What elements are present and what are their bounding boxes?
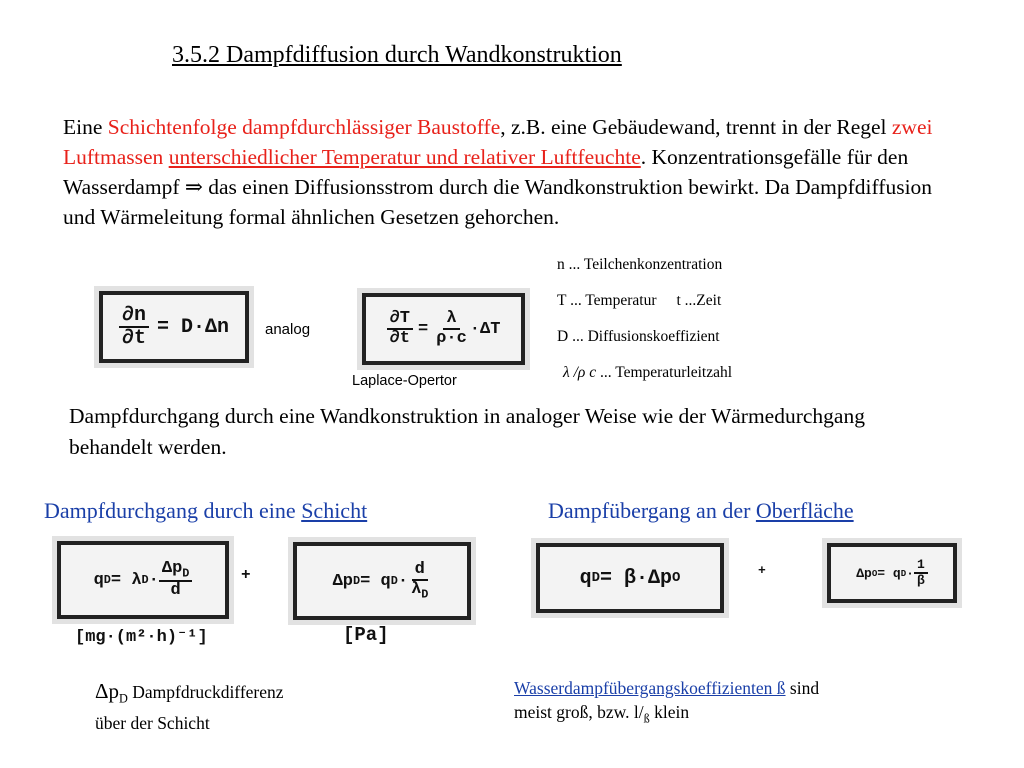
surface-pressure-fraction (914, 558, 928, 587)
layer-note-text: Dampfdruckdifferenz (127, 682, 284, 702)
diffusion-lhs-fraction (119, 305, 149, 349)
intro-text: , z.B. eine Gebäudewand, trennt in der Regel (500, 115, 892, 139)
layer-flux-equation-box (57, 541, 229, 619)
surface-note-line2a: meist groß, bzw. l/ (514, 702, 644, 722)
legend-lambda (563, 364, 732, 382)
legend-D: D ... Diffusionskoeffizient (557, 328, 720, 345)
legend-T-text: T ... Temperatur (557, 292, 657, 309)
diffusion-lhs-num: ∂n (119, 305, 149, 328)
layer-pressure-unit: [Pa] (343, 624, 389, 646)
surface-pressure-dp: Δp (856, 565, 872, 581)
surface-pressure-equation-box (827, 543, 957, 603)
layer-heading (44, 498, 367, 524)
heat-equation-box (362, 293, 525, 365)
intro-text: Eine (63, 115, 108, 139)
surface-flux-equation-box (536, 543, 724, 613)
surface-pressure-frac-num: 1 (914, 558, 928, 574)
diffusion-lhs-den: ∂t (121, 327, 146, 350)
layer-pressure-equation-box (293, 542, 471, 620)
heat-lhs-den: ∂t (389, 329, 410, 348)
layer-pressure-frac-den (408, 581, 431, 601)
intro-highlight-baustoffe: Schichtenfolge dampfdurchlässiger Baustoffe (107, 115, 501, 139)
layer-note-symbol-sub: D (119, 691, 128, 706)
analogy-paragraph: Dampfdurchgang durch eine Wandkonstruktion in analoger Weise wie der Wärmedurchgang behandelt werden. (69, 404, 865, 459)
layer-flux-frac-den: d (170, 581, 181, 601)
surface-note-text: sind (785, 678, 820, 698)
laplace-label: Laplace-Opertor (352, 373, 457, 389)
surface-flux-rhs-sub: O (672, 570, 681, 586)
analog-label: analog (265, 321, 311, 338)
surface-heading-text: Dampfübergang an der (548, 498, 756, 523)
heat-laplace-term: ·ΔT (469, 319, 501, 339)
layer-flux-lambda: = λ (110, 570, 142, 590)
transfer-coefficient-link[interactable]: Wasserdampfübergangskoeffizienten ß (514, 678, 786, 698)
legend-lambda-symbol: λ /ρ c (563, 364, 597, 381)
layer-flux-dot: · (148, 570, 159, 590)
surface-pressure-dp-sub: O (871, 567, 878, 579)
intro-text: . Konzentrationsgefälle für den Wasserdampf (63, 145, 909, 199)
legend-n: n ... Teilchenkonzentration (557, 256, 723, 273)
surface-pressure-dot: · (906, 565, 914, 581)
diffusion-equation-box (99, 291, 249, 363)
surface-plus-sign: + (758, 563, 766, 578)
layer-pressure-fraction (408, 561, 431, 601)
layer-flux-unit: [mg·(m²·h)⁻¹] (75, 628, 208, 647)
diffusion-rhs: = D·Δn (157, 315, 230, 339)
layer-pressure-q-sub: D (390, 574, 398, 588)
surface-note-line2-sub: ß (643, 711, 650, 726)
legend-lambda-text: ... Temperaturleitzahl (596, 364, 733, 381)
surface-heading-link: Oberfläche (755, 498, 854, 523)
layer-flux-q: q (93, 570, 104, 590)
heat-equals: = (417, 319, 429, 339)
surface-pressure-frac-den: β (916, 573, 925, 588)
legend-t-text: t ...Zeit (676, 292, 722, 309)
page-title: 3.5.2 Dampfdiffusion durch Wandkonstruktion (172, 42, 622, 68)
layer-flux-lambda-sub: D (141, 573, 149, 587)
surface-pressure-q: = q (877, 565, 901, 581)
surface-flux-q: q (579, 566, 592, 590)
surface-flux-rhs: = β·Δp (600, 566, 673, 590)
heat-lhs-num: ∂T (387, 310, 413, 330)
heat-lhs-fraction (387, 310, 413, 348)
layer-flux-frac-num-text: Δp (161, 559, 183, 579)
surface-pressure-q-sub: D (900, 567, 907, 579)
layer-note-symbol: Δp (95, 679, 120, 703)
implies-symbol: ⇒ (184, 175, 203, 199)
layer-flux-frac-num (159, 560, 193, 582)
heat-rhs-num: λ (443, 310, 459, 330)
intro-paragraph (63, 112, 963, 232)
legend-T (557, 292, 721, 310)
layer-note (95, 679, 284, 735)
heat-rhs-fraction (433, 310, 470, 348)
layer-pressure-frac-den-sub: D (421, 587, 429, 602)
layer-flux-q-sub: D (103, 573, 111, 587)
surface-note-line2b: klein (649, 702, 690, 722)
layer-pressure-dp-sub: D (352, 574, 361, 588)
layer-plus-sign: + (241, 566, 251, 584)
layer-pressure-frac-den-text: λ (411, 579, 422, 599)
layer-pressure-dot: · (397, 571, 409, 591)
intro-text: das einen Diffusionsstrom durch die Wandkonstruktion bewirkt. Da Dampfdiffusion und Wärmeleitung formal ähnlichen Gesetzen gehorchen. (63, 175, 933, 229)
heat-rhs-den: ρ·c (436, 329, 467, 348)
layer-flux-frac-num-sub: D (182, 566, 190, 581)
surface-note (514, 676, 819, 731)
layer-pressure-q: = q (360, 571, 391, 591)
layer-note-line2: über der Schicht (95, 712, 210, 733)
surface-flux-q-sub: D (591, 570, 600, 586)
layer-flux-fraction (159, 560, 193, 600)
surface-heading (548, 498, 854, 524)
intro-highlight-luftmassen: zwei Luftmassen (63, 115, 933, 169)
intro-highlight-temperatur: unterschiedlicher Temperatur und relativer Luftfeuchte (168, 145, 641, 169)
layer-pressure-dp: Δp (332, 571, 353, 591)
layer-heading-text: Dampfdurchgang durch eine (44, 498, 302, 523)
layer-heading-link: Schicht (301, 498, 368, 523)
layer-pressure-frac-num: d (412, 561, 428, 581)
